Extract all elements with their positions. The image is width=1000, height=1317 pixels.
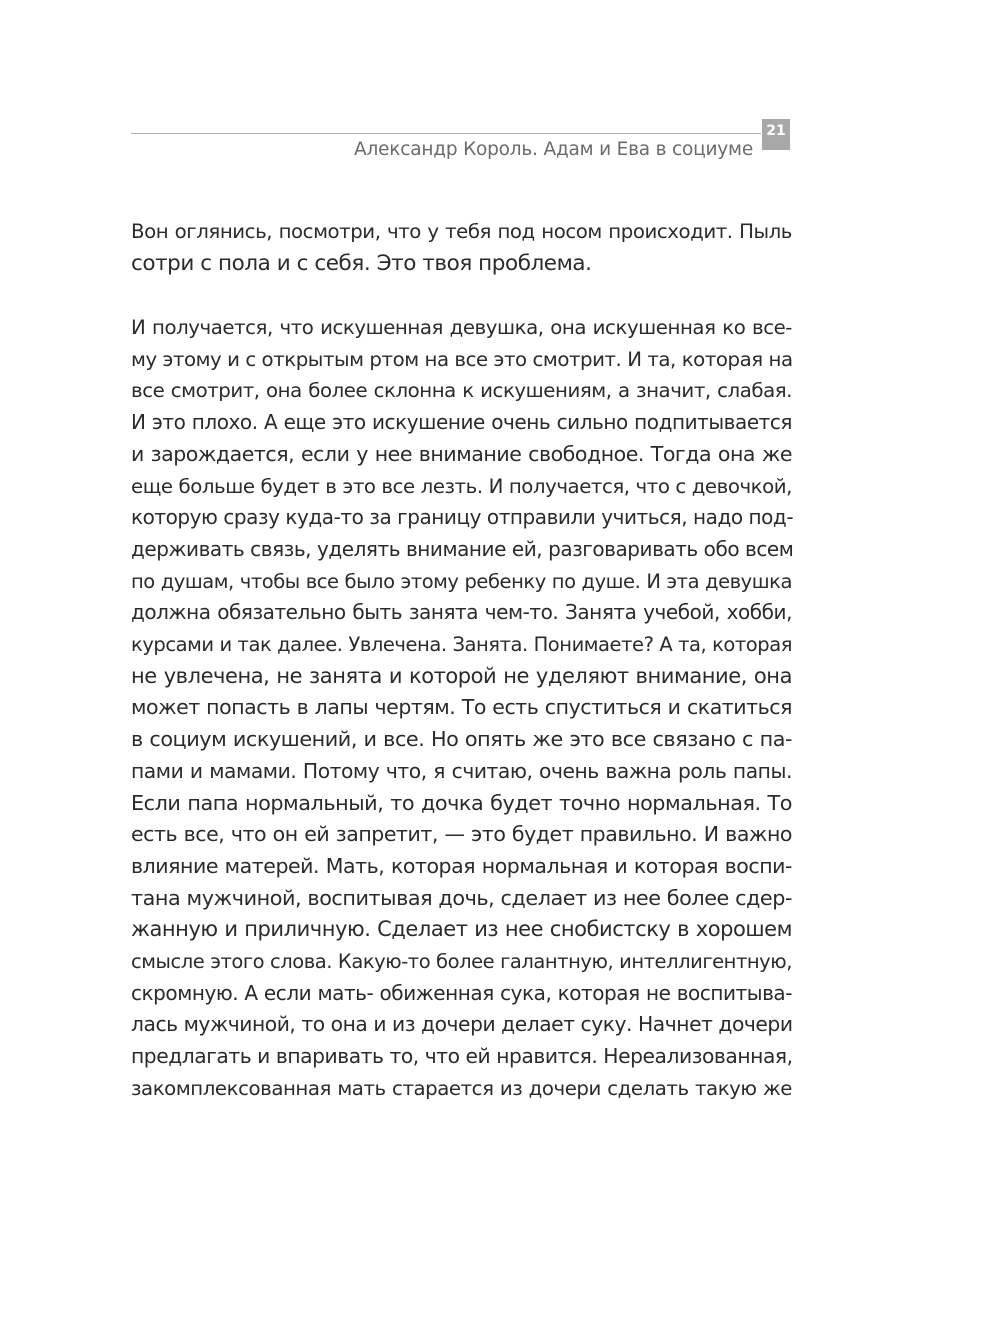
text-line: и зарождается, если у нее внимание свободное. Тогда она же xyxy=(131,441,792,466)
text-line: му этому и с открытым ртом на все это смотрит. И та, которая на xyxy=(131,347,793,371)
text-line: влияние матерей. Мать, которая нормальная и которая воспи- xyxy=(131,853,792,878)
text-line: может попасть в лапы чертям. То есть спуститься и скатиться xyxy=(131,695,792,720)
page-number: 21 xyxy=(766,123,786,139)
text-line: еще больше будет в это все лезть. И получается, что с девочкой, xyxy=(131,474,792,498)
text-line: смысле этого слова. Какую-то более галантную, интеллигентную, xyxy=(131,950,792,973)
text-line: жанную и приличную. Сделает из нее снобистску в хорошем xyxy=(131,917,792,942)
text-line: пами и мамами. Потому что, я считаю, очень важна роль папы. xyxy=(131,758,792,783)
page-number-badge xyxy=(762,119,790,150)
text-line: не увлечена, не занята и которой не уделяют внимание, она xyxy=(131,663,792,688)
running-title: Александр Король. Адам и Ева в социуме xyxy=(354,139,753,160)
text-line: держивать связь, уделять внимание ей, разговаривать обо всем xyxy=(131,536,794,561)
text-line: скромную. А если мать- обиженная сука, которая не воспитыва- xyxy=(131,980,792,1005)
text-line: закомплексованная мать старается из дочери сделать такую же xyxy=(131,1076,792,1100)
text-line: И это плохо. А еще это искушение очень сильно подпитывается xyxy=(131,410,792,435)
text-line: тана мужчиной, воспитывая дочь, сделает из нее более сдер- xyxy=(131,885,792,910)
text-line: все смотрит, она более склонна к искушениям, а значит, слабая. xyxy=(131,379,792,403)
text-line: по душам, чтобы все было этому ребенку по душе. И эта девушка xyxy=(131,569,792,593)
text-line: которую сразу куда-то за границу отправили учиться, надо под- xyxy=(131,505,794,530)
text-line: есть все, что он ей запретит, — это будет правильно. И важно xyxy=(131,822,792,847)
text-line: должна обязательно быть занята чем-то. Занята учебой, хобби, xyxy=(131,600,792,625)
text-line: предлагать и впаривать то, что ей нравится. Нереализованная, xyxy=(131,1044,793,1069)
text-line: сотри с пола и с себя. Это твоя проблема. xyxy=(131,251,592,276)
text-line: лась мужчиной, то она и из дочери делает суку. Начнет дочери xyxy=(131,1012,793,1037)
text-line: Вон оглянись, посмотри, что у тебя под носом происходит. Пыль xyxy=(131,220,792,243)
text-line: в социум искушений, и все. Но опять же это все связано с па- xyxy=(131,727,792,752)
text-line: И получается, что искушенная девушка, она искушенная ко все- xyxy=(131,316,792,339)
text-line: Если папа нормальный, то дочка будет точно нормальная. То xyxy=(131,790,792,815)
text-line: курсами и так далее. Увлечена. Занята. Понимаете? А та, которая xyxy=(131,633,792,656)
header-rule xyxy=(131,133,761,134)
